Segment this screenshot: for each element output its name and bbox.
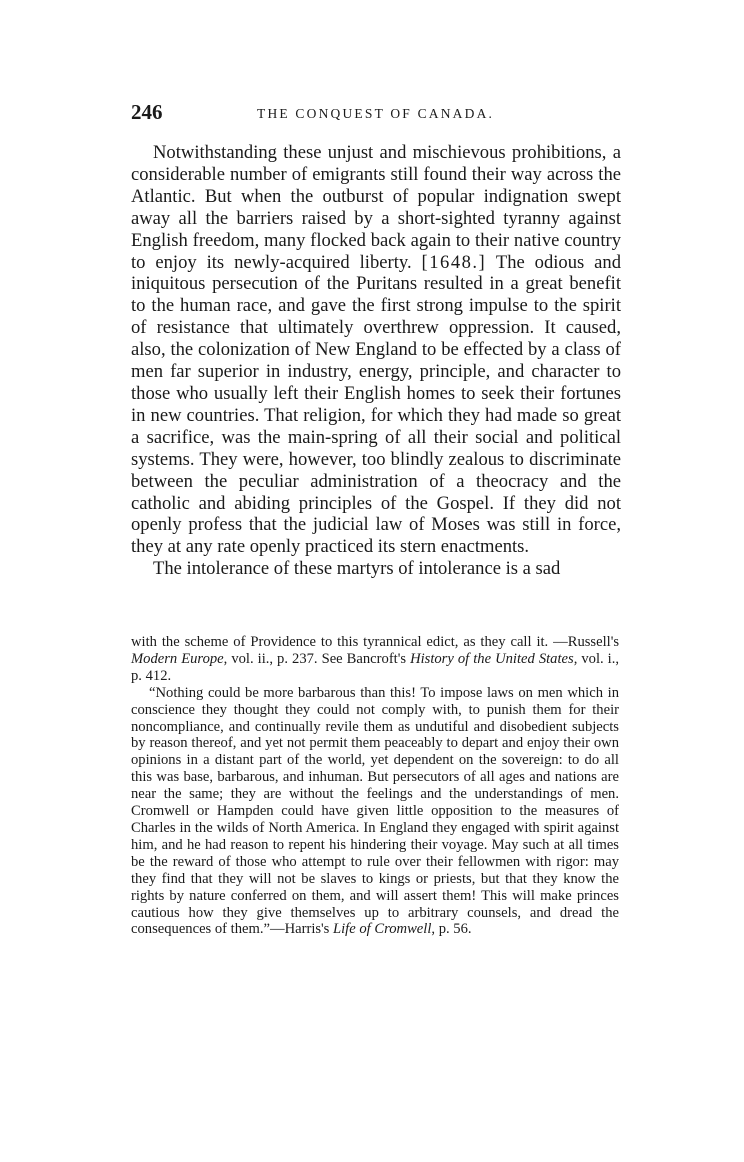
page-header	[131, 100, 621, 130]
footnote-1-title-history: History of the United States	[410, 650, 574, 667]
running-head: THE CONQUEST OF CANADA.	[257, 106, 495, 121]
paragraph-1	[131, 142, 621, 558]
footnote-1-text-a: with the scheme of Providence to this tyrannical edict, as they call it. —Russell's	[131, 634, 619, 650]
footnote-1-title-modern-europe: Modern Europe	[131, 650, 224, 667]
footnote-quotation	[131, 685, 619, 939]
footnote-1-text-c: , vol. i., p. 412.	[131, 650, 620, 684]
paragraph-1-part-2: The odious and iniquitous persecution of the Puritans resulted in a great benefit to the human race, and gave the first strong impulse to the spirit of resistance that ultimately overthrew oppression. It caused, also, the colonization of New England to be effected by a class of men far superior in industry, energy, principle, and character to those who usually left their English homes to seek their fortunes in new countries. That religion, for which they had made so great a sacrifice, was the main-spring of all their social and political systems. They were, however, too blindly zealous to discriminate between the peculiar administration of a theocracy and the catholic and abiding principles of the Gospel. If they did not openly profess that the judicial law of Moses was still in force, they at any rate openly practiced its stern enactments.	[131, 251, 622, 558]
page-number: 246	[131, 100, 163, 124]
footnotes	[131, 634, 619, 938]
year-marker: [1648.]	[421, 251, 487, 273]
footnote-2-text-a: “Nothing could be more barbarous than this! To impose laws on men which in conscience they thought they could not comply with, to punish them for their noncompliance, and continually revile them as undutiful and disobedient subjects by reason thereof, and yet not permit them peaceably to depart and enjoy their own opinions in a distant part of the world, yet dependent on the sovereign: to do all this was base, barbarous, and inhuman. But persecutors of all ages and nations are near the same; they are without the feelings and the understandings of men. Cromwell or Hampden could have given little opposition to the measures of Charles in the wilds of North America. In England they engaged with spirit against him, and he had reason to repent his hindering their voyage. May such at all times be the reward of those who attempt to rule over their fellowmen with rigor: may they find that they will not be slaves to kings or priests, but that they know the rights by nature conferred on them, and will assert them! This will make princes cautious how they give themselves up to arbitrary counsels, and dread the consequences of them.”—Harris's	[131, 684, 619, 938]
footnote-1-text-b: , vol. ii., p. 237. See Bancroft's	[223, 650, 411, 667]
footnote-2-text-b: , p. 56.	[431, 921, 472, 938]
paragraph-1-part-1: Notwithstanding these unjust and mischievous prohibitions, a considerable number of emigrants still found their way across the Atlantic. But when the outburst of popular indignation swept away all the barriers raised by a short-sighted tyranny against English freedom, many flocked back again to their native country to enjoy its newly-acquired liberty.	[131, 142, 621, 273]
main-text	[131, 142, 621, 580]
footnote-2-title-life-of-cromwell: Life of Cromwell	[333, 921, 432, 938]
footnote-continuation	[131, 634, 619, 685]
paragraph-2: The intolerance of these martyrs of intolerance is a sad	[153, 558, 561, 580]
